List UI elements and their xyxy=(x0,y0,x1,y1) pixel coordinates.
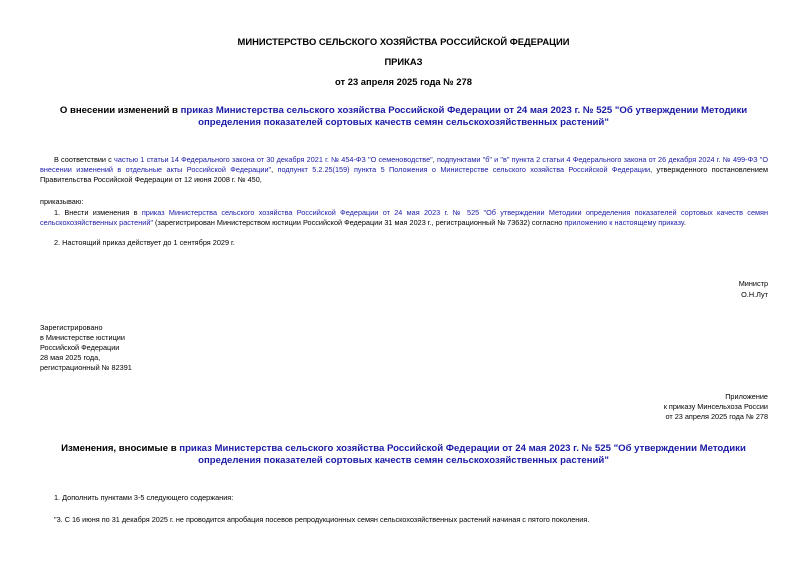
changes-title xyxy=(52,443,755,467)
signature-name: О.Н.Лут xyxy=(741,290,768,299)
appendix-line-3: от 23 апреля 2025 года № 278 xyxy=(665,412,768,421)
changes-title-prefix: Изменения, вносимые в xyxy=(61,443,180,454)
item1-text-2: (зарегистрирован Министерством юстиции Российской Федерации 31 мая 2023 г., регистрационный № 73632) согласно xyxy=(153,218,565,227)
registration-line-2: в Министерстве юстиции xyxy=(40,333,125,342)
doc-type-heading: ПРИКАЗ xyxy=(384,56,423,67)
preamble-text-2: , xyxy=(432,155,437,164)
order-item-2: 2. Настоящий приказ действует до 1 сентября 2029 г. xyxy=(54,238,235,247)
preamble-text-1: В соответствии с xyxy=(54,155,115,164)
change-item-1: 1. Дополнить пунктами 3-5 следующего содержания: xyxy=(54,493,234,502)
item1-text-3: . xyxy=(683,218,686,227)
change-item-1-text: "3. С 16 июня по 31 декабря 2025 г. не проводится апробация посевов репродукционных семян сельскохозяйственных растений начиная с пятого поколения. xyxy=(54,515,590,524)
registration-line-3: Российской Федерации xyxy=(40,343,120,352)
order-word: приказываю: xyxy=(40,197,84,206)
preamble-text-3: , xyxy=(271,165,278,174)
amended-order-link[interactable]: приказ Министерства сельского хозяйства Российской Федерации от 24 мая 2023 г. № 525 "Об утверждении Методики определения показателей сортовых качеств семян сельскохозяйственных растений" xyxy=(180,105,748,128)
order-item-1 xyxy=(40,208,768,228)
item1-text-1: 1. Внести изменения в xyxy=(54,208,142,217)
regulation-link[interactable]: подпункт 5.2.25(159) пункта 5 Положения о Министерстве сельского хозяйства Российской Федерации xyxy=(277,165,651,174)
ministry-heading: МИНИСТЕРСТВО СЕЛЬСКОГО ХОЗЯЙСТВА РОССИЙСКОЙ ФЕДЕРАЦИИ xyxy=(237,36,570,47)
item1-order-link[interactable]: приказ Министерства сельского хозяйства Российской Федерации от 24 мая 2023 г. № 525 "Об утверждении Методики определения показателей сортовых качеств семян сельскохозяйственных растений" xyxy=(40,208,769,227)
preamble-paragraph xyxy=(40,155,768,185)
appendix-line-2: к приказу Минсельхоза России xyxy=(663,402,768,411)
preamble-text-4: , утвержденного постановлением Правительства Российской Федерации от 12 июня 2008 г. № 450, xyxy=(40,165,768,184)
changes-order-link[interactable]: приказ Министерства сельского хозяйства Российской Федерации от 24 мая 2023 г. № 525 "Об утверждении Методики определения показателей сортовых качеств семян сельскохозяйственных растений" xyxy=(179,443,746,466)
appendix-block xyxy=(540,392,768,422)
registration-line-5: регистрационный № 82391 xyxy=(40,363,132,372)
law-454-link[interactable]: частью 1 статьи 14 Федерального закона от 30 декабря 2021 г. № 454-ФЗ "О семеноводстве" xyxy=(114,155,433,164)
registration-line-4: 28 мая 2025 года, xyxy=(40,353,101,362)
appendix-link[interactable]: приложению к настоящему приказу xyxy=(564,218,684,227)
order-date-number: от 23 апреля 2025 года № 278 xyxy=(335,76,472,87)
order-title-prefix: О внесении изменений в xyxy=(59,105,181,116)
registration-line-1: Зарегистрировано xyxy=(40,323,103,332)
signature-position: Министр xyxy=(738,279,768,288)
registration-block xyxy=(40,323,132,373)
law-499-link[interactable]: подпунктами "б" и "в" пункта 2 статьи 4 Федерального закона от 26 декабря 2024 г. № 499-ФЗ "О внесении изменений в отдельные акты Российской Федерации" xyxy=(40,155,768,174)
appendix-line-1: Приложение xyxy=(725,392,768,401)
order-title xyxy=(52,105,755,129)
